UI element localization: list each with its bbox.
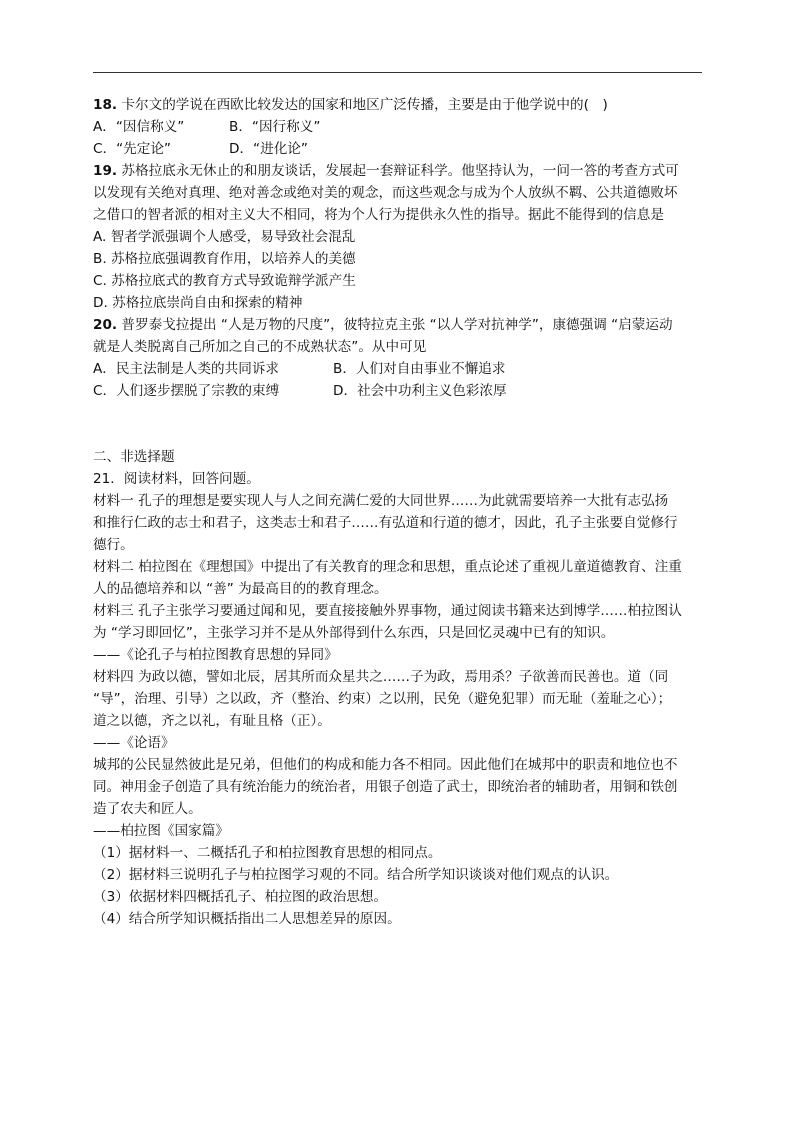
- option-d: D. 苏格拉底崇尚自由和探索的精神: [93, 295, 303, 311]
- sub-question: （3）依据材料四概括孔子、柏拉图的政治思想。: [93, 889, 388, 905]
- sub-questions: [93, 842, 705, 930]
- question-20-options-row-1: [93, 358, 705, 380]
- question-19-stem-line: 以发现有关绝对真理、绝对善念或绝对美的观念，而这些观念与成为个人放纵不羁、公共道德败坏: [93, 185, 678, 201]
- material-line: 人的品德培养和以 “善” 为最高目的的教育理念。: [93, 581, 388, 597]
- material-line: 材料二 柏拉图在《理想国》中提出了有关教育的理念和思想，重点论述了重视儿童道德教育、注重: [93, 559, 682, 575]
- question-20-stem-line: [93, 314, 705, 336]
- sub-question: （4）结合所学知识概括指出二人思想差异的原因。: [93, 911, 401, 927]
- sub-question: （2）据材料三说明孔子与柏拉图学习观的不同。结合所学知识谈谈对他们观点的认识。: [93, 867, 619, 883]
- option-a: A．民主法制是人类的共同诉求: [93, 361, 280, 377]
- option-b: B．人们对自由事业不懈追求: [333, 361, 506, 377]
- material-line: 道之以德，齐之以礼，有耻且格（正）。: [93, 713, 331, 729]
- question-18-options-row-1: [93, 116, 705, 138]
- header-rule: [93, 72, 702, 73]
- question-text: 苏格拉底永无休止的和朋友谈话，发展起一套辩证科学。他坚持认为，一问一答的考查方式可: [121, 163, 679, 179]
- question-number: 19.: [93, 163, 118, 179]
- option-b: B. 苏格拉底强调教育作用，以培养人的美德: [93, 251, 356, 267]
- material-line: 材料三 孔子主张学习要通过闻和见，要直接接触外界事物，通过阅读书籍来达到博学……柏拉图认: [93, 603, 682, 619]
- question-number: 18.: [93, 97, 118, 113]
- material-line: 材料四 为政以德，譬如北辰，居其所而众星共之……子为政，焉用杀？子欲善而民善也。道（同: [93, 669, 669, 685]
- option-d: D．社会中功利主义色彩浓厚: [333, 383, 507, 399]
- question-number: 20.: [93, 317, 118, 333]
- material-line: 为 “学习即回忆”，主张学习并不是从外部得到什么东西，只是回忆灵魂中已有的知识。: [93, 625, 615, 641]
- section-heading: 二、非选择题: [93, 449, 175, 465]
- materials: [93, 490, 705, 842]
- question-20-options-row-2: [93, 380, 705, 402]
- question-21-intro: 21．阅读材料，回答问题。: [93, 471, 260, 487]
- question-18-options-row-2: [93, 138, 705, 160]
- material-line: 和推行仁政的志士和君子，这类志士和君子……有弘道和行道的德才，因此，孔子主张要自觉修行: [93, 515, 678, 531]
- sub-question: （1）据材料一、二概括孔子和柏拉图教育思想的相同点。: [93, 845, 442, 861]
- material-source: ——柏拉图《国家篇》: [93, 823, 229, 839]
- material-source: ——《论孔子与柏拉图教育思想的异同》: [93, 647, 338, 663]
- material-line: 德行。: [93, 537, 134, 553]
- question-20-stem-line: 就是人类脱离自己所加之自己的不成熟状态”。从中可见: [93, 339, 427, 355]
- material-line: 材料一 孔子的理想是要实现人与人之间充满仁爱的大同世界……为此就需要培养一大批有志弘扬: [93, 493, 669, 509]
- question-18-stem: [93, 94, 705, 116]
- question-19-stem-line: [93, 160, 705, 182]
- option-d: D．“进化论”: [229, 141, 308, 157]
- option-a: A．“因信称义”: [93, 119, 185, 135]
- option-a: A. 智者学派强调个人感受，易导致社会混乱: [93, 229, 356, 245]
- question-text: 普罗泰戈拉提出 “人是万物的尺度”，彼特拉克主张 “以人学对抗神学”，康德强调 “启蒙运动: [121, 317, 673, 333]
- material-line: “导”，治理、引导）之以政，齐（整治、约束）之以刑，民免（避免犯罪）而无耻（羞耻之心）；: [93, 691, 672, 707]
- document-body: [93, 94, 705, 930]
- option-c: C．人们逐步摆脱了宗教的束缚: [93, 383, 280, 399]
- material-line: 同。神用金子创造了具有统治能力的统治者，用银子创造了武士，即统治者的辅助者，用铜和铁创: [93, 779, 678, 795]
- option-c: C．“先定论”: [93, 141, 171, 157]
- material-line: 城邦的公民显然彼此是兄弟，但他们的构成和能力各不相同。因此他们在城邦中的职责和地位也不: [93, 757, 678, 773]
- question-text: 卡尔文的学说在西欧比较发达的国家和地区广泛传播，主要是由于他学说中的( ): [121, 97, 608, 113]
- material-line: 造了农夫和匠人。: [93, 801, 202, 817]
- section-spacer: [93, 402, 705, 446]
- question-19-stem-line: 之借口的智者派的相对主义大不相同，将为个人行为提供永久性的指导。据此不能得到的信息是: [93, 207, 664, 223]
- option-b: B．“因行称义”: [229, 119, 321, 135]
- option-c: C. 苏格拉底式的教育方式导致诡辩学派产生: [93, 273, 356, 289]
- material-source: ——《论语》: [93, 735, 175, 751]
